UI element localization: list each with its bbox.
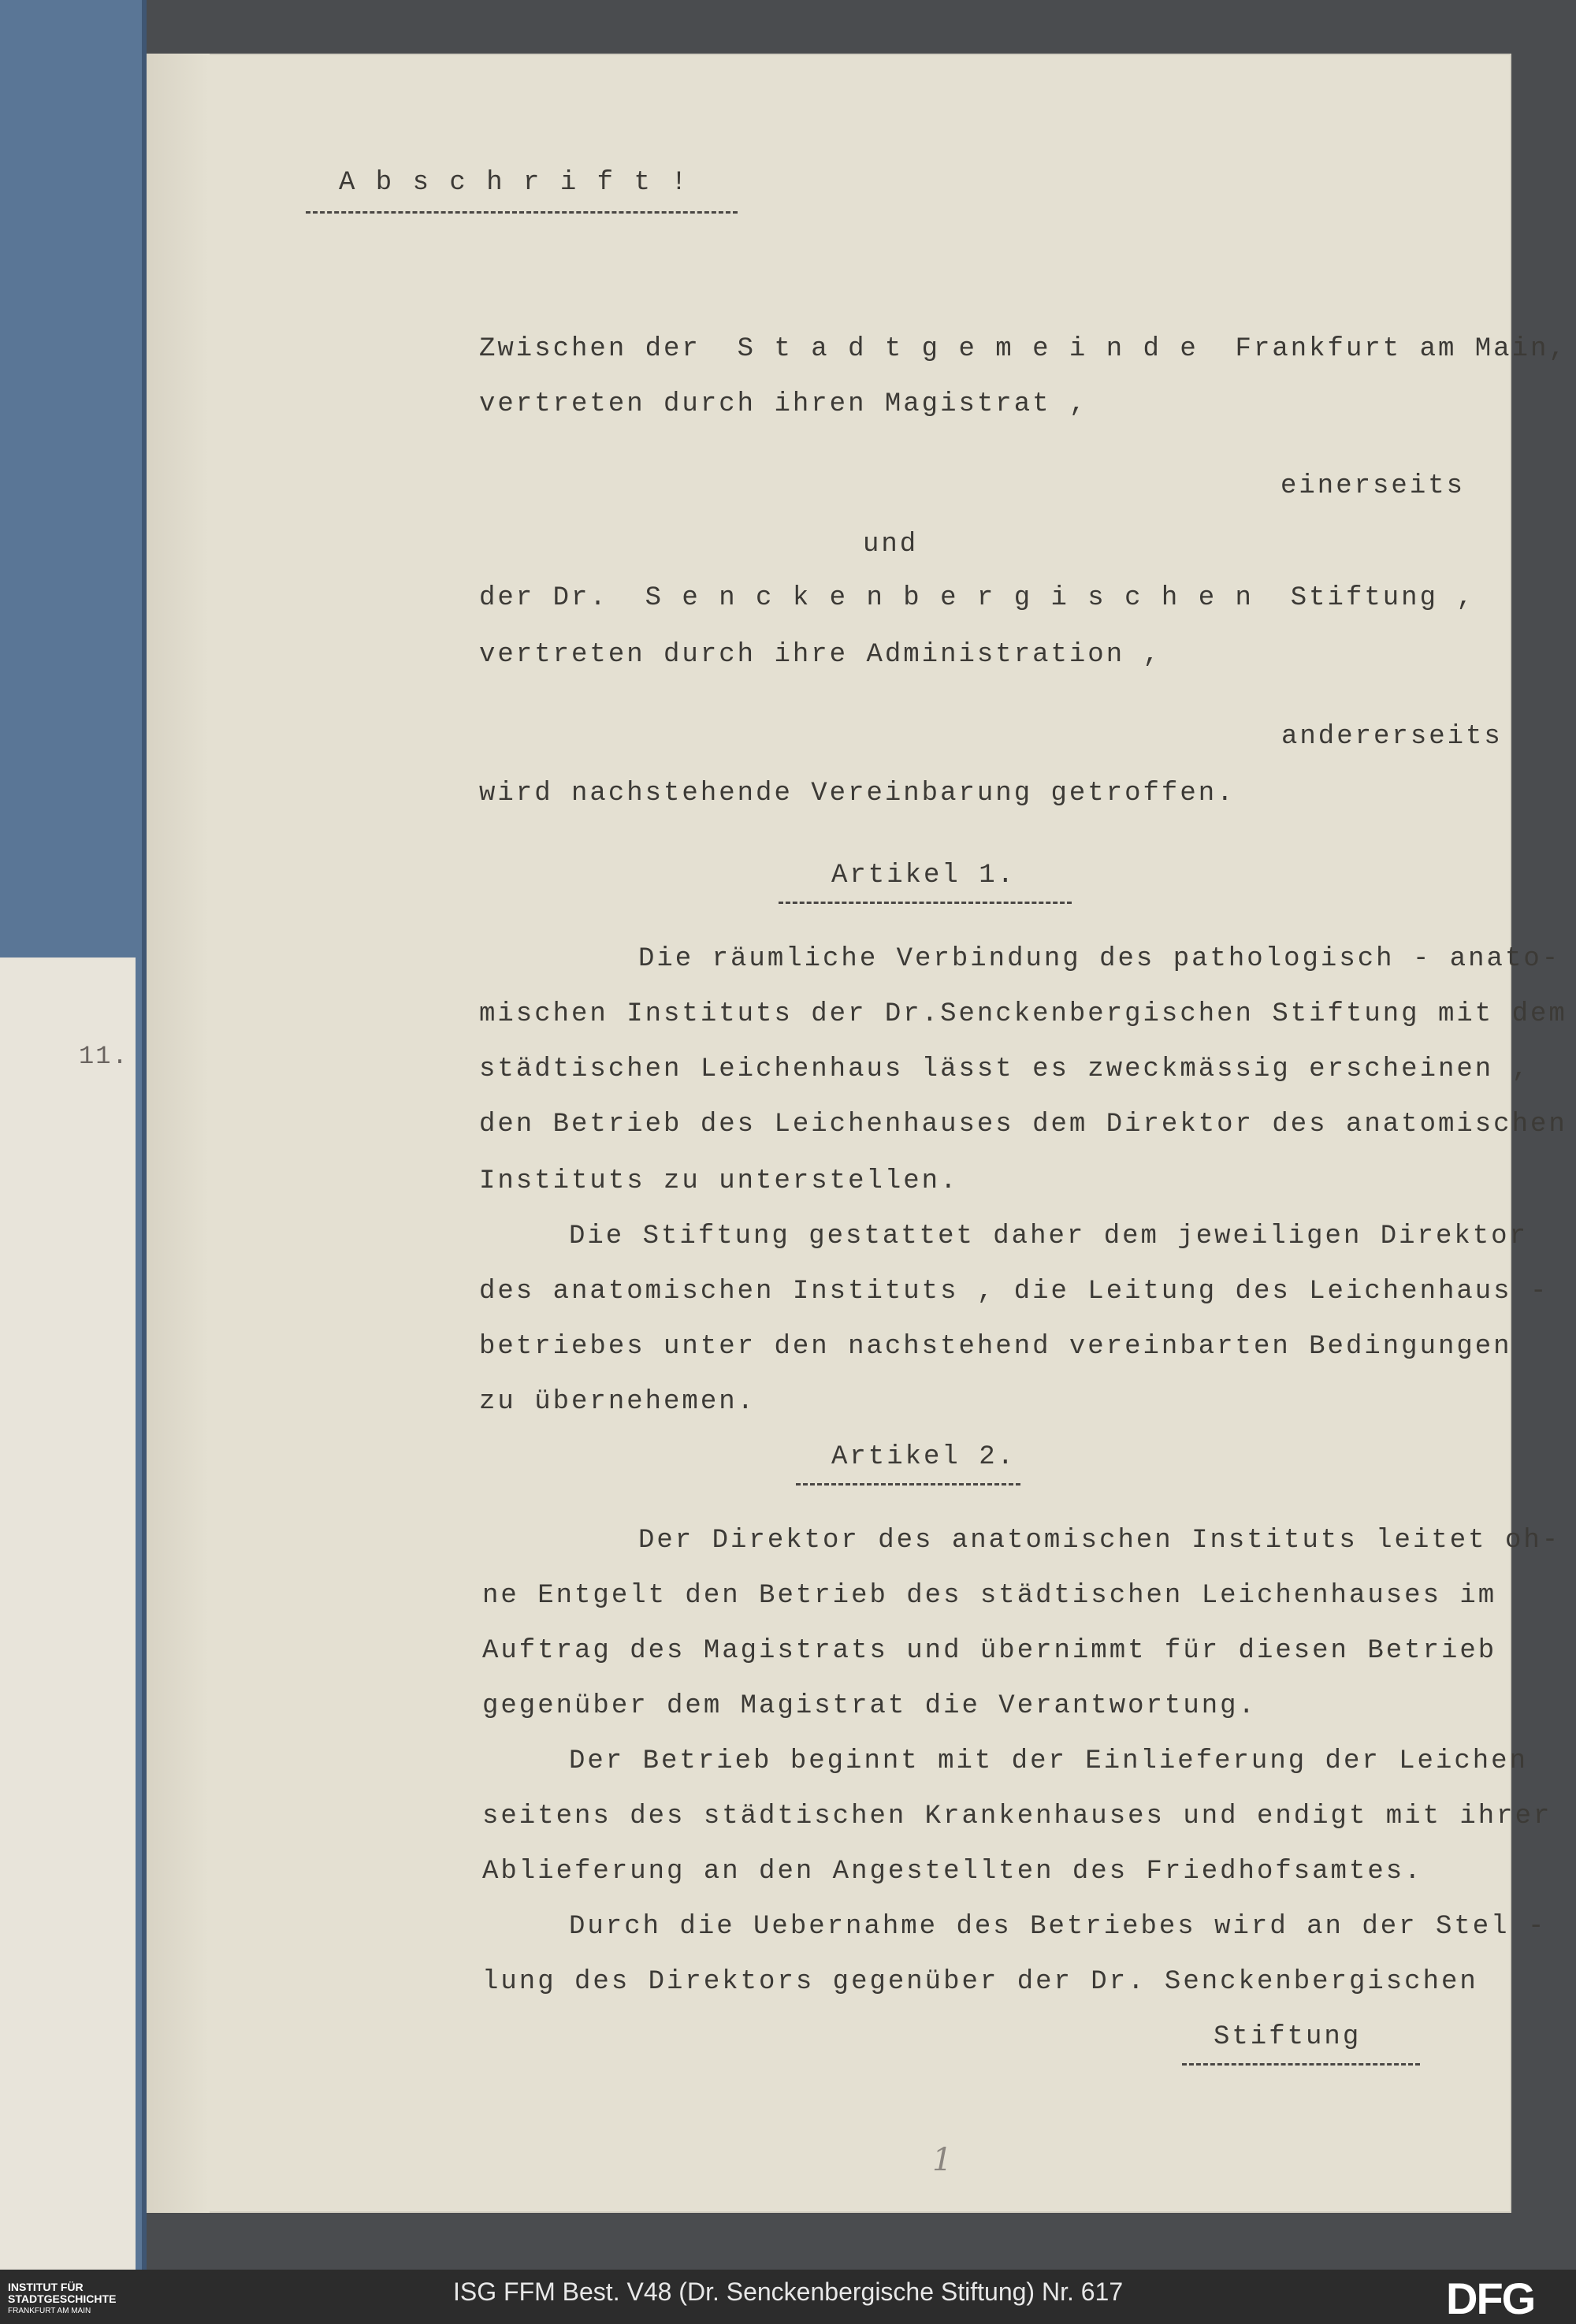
archive-caption: ISG FFM Best. V48 (Dr. Senckenbergische Stiftung) Nr. 617: [453, 2278, 1124, 2306]
text-line: Die räumliche Verbindung des pathologisch - anato-: [638, 944, 1561, 974]
article-heading: Artikel 2.: [831, 1442, 1017, 1472]
article-heading: Artikel 1.: [831, 861, 1017, 891]
text-line: städtischen Leichenhaus lässt es zweckmässig erscheinen ,: [479, 1054, 1530, 1084]
institution-name-line: INSTITUT FÜR: [8, 2281, 84, 2293]
text-line: ne Entgelt den Betrieb des städtischen Leichenhauses im: [482, 1581, 1497, 1611]
text-line: einerseits: [1280, 471, 1466, 501]
text-line: gegenüber dem Magistrat die Verantwortung.: [482, 1691, 1257, 1721]
text-line: Der Direktor des anatomischen Instituts leitet oh-: [638, 1526, 1561, 1556]
document-heading: A b s c h r i f t !: [339, 168, 690, 198]
text-line: mischen Instituts der Dr.Senckenbergischen Stiftung mit dem: [479, 999, 1567, 1029]
institution-name-line: STADTGESCHICHTE: [8, 2292, 117, 2305]
institution-logo: [8, 2281, 116, 2317]
text-line: vertreten durch ihren Magistrat ,: [479, 389, 1088, 419]
page-edge-shadow: [147, 54, 210, 2213]
article-underline: [796, 1483, 1020, 1486]
text-line: Auftrag des Magistrats und übernimmt für diesen Betrieb: [482, 1636, 1497, 1666]
text-line: der Dr. S e n c k e n b e r g i s c h e n Stiftung ,: [479, 583, 1475, 613]
page-number-mark: 1: [932, 2142, 953, 2178]
sheet-number: 11.: [79, 1042, 129, 1071]
text-line: Zwischen der S t a d t g e m e i n d e Frankfurt am Main,: [479, 334, 1567, 364]
heading-underline: [306, 211, 738, 214]
text-line: betriebes unter den nachstehend vereinbarten Bedingungen: [479, 1332, 1512, 1362]
text-line: vertreten durch ihre Administration ,: [479, 640, 1162, 670]
text-line: wird nachstehende Vereinbarung getroffen.: [479, 779, 1236, 809]
text-line: Ablieferung an den Angestellten des Friedhofsamtes.: [482, 1857, 1423, 1887]
text-line: des anatomischen Instituts , die Leitung des Leichenhaus -: [479, 1277, 1549, 1307]
text-line: den Betrieb des Leichenhauses dem Direktor des anatomischen: [479, 1110, 1567, 1140]
text-line: Die Stiftung gestattet daher dem jeweiligen Direktor: [569, 1221, 1528, 1251]
text-line: zu übernehemen.: [479, 1387, 756, 1417]
text-line: lung des Direktors gegenüber der Dr. Senckenbergischen: [482, 1967, 1478, 1997]
underlying-sheet: [0, 957, 136, 2270]
text-line: Instituts zu unterstellen.: [479, 1166, 959, 1196]
text-line: seitens des städtischen Krankenhauses und endigt mit ihrer: [482, 1802, 1552, 1831]
catchword: Stiftung: [1214, 2022, 1362, 2052]
text-line: und: [863, 530, 919, 560]
dfg-logo: DFG: [1446, 2274, 1535, 2323]
institution-city: FRANKFURT AM MAIN: [8, 2307, 91, 2315]
text-line: andererseits: [1281, 722, 1503, 752]
article-underline: [779, 902, 1072, 904]
text-line: Der Betrieb beginnt mit der Einlieferung der Leichen: [569, 1746, 1528, 1776]
catchword-underline: [1182, 2063, 1420, 2066]
text-line: Durch die Uebernahme des Betriebes wird an der Stel -: [569, 1912, 1547, 1942]
